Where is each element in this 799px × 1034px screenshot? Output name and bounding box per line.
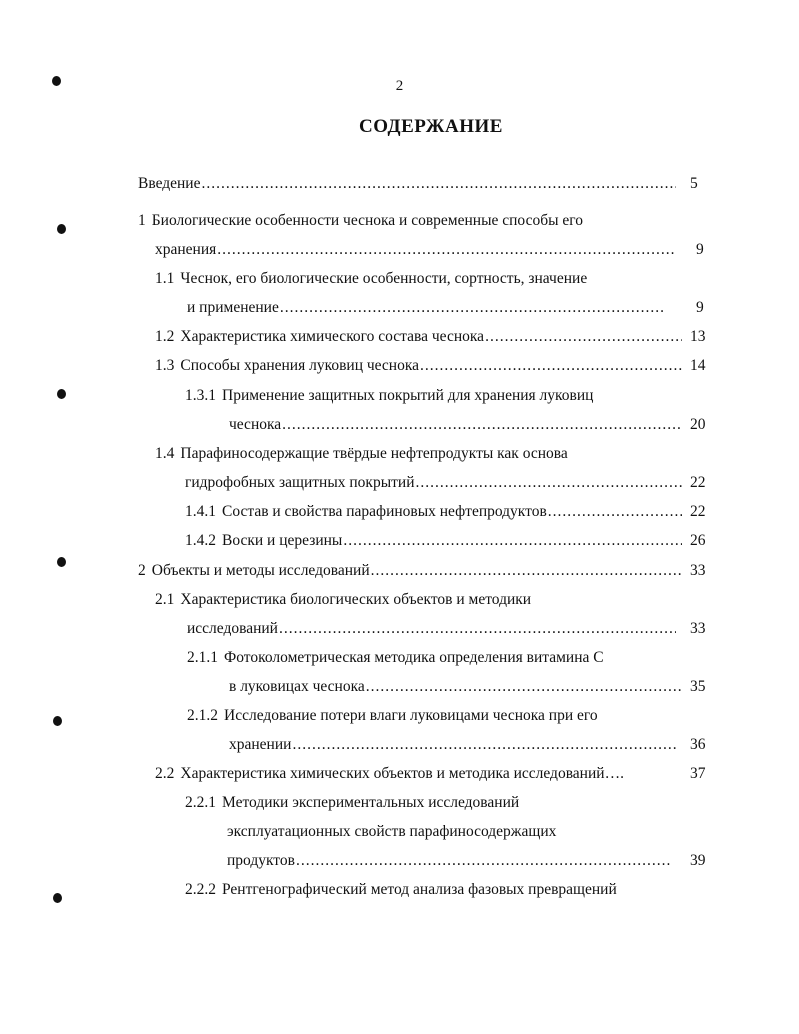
toc-title: продуктов: [227, 852, 295, 869]
punch-hole-mark: [52, 76, 61, 86]
toc-page: 33: [690, 620, 706, 637]
toc-line: [138, 561, 682, 581]
toc-title: Применение защитных покрытий для хранения луковиц: [222, 387, 594, 404]
toc-line: [187, 619, 676, 639]
toc-line: [229, 735, 676, 755]
toc-title: Рентгенографический метод анализа фазовых превращений: [222, 881, 617, 898]
toc-title: Чеснок, его биологические особенности, сортность, значение: [180, 270, 588, 287]
toc-leader: [282, 415, 682, 435]
toc-line: [227, 822, 556, 842]
toc-title: Состав и свойства парафиновых нефтепродуктов: [222, 503, 547, 520]
toc-number: 2.2: [155, 765, 175, 782]
toc-number: 1.4: [155, 445, 175, 462]
toc-leader: [217, 240, 676, 260]
punch-hole-mark: [57, 557, 66, 567]
toc-number: 2.2.1: [185, 794, 216, 811]
toc-title: хранении: [229, 736, 292, 753]
toc-line: [187, 298, 664, 318]
toc-page: 5: [690, 175, 698, 192]
toc-title: Способы хранения луковиц чеснока: [180, 357, 420, 374]
toc-page: 22: [690, 503, 706, 520]
punch-hole-mark: [53, 893, 62, 903]
toc-line: [155, 240, 676, 260]
toc-number: 2.1.1: [187, 649, 218, 666]
toc-line: [138, 174, 676, 194]
toc-number: 1.3: [155, 357, 175, 374]
toc-page: 9: [696, 299, 704, 316]
toc-title: чеснока: [229, 416, 282, 433]
toc-title: Фотоколометрическая методика определения витамина С: [224, 649, 604, 666]
punch-hole-mark: [57, 224, 66, 234]
toc-title: исследований: [187, 620, 278, 637]
toc-title: Методики экспериментальных исследований: [222, 794, 520, 811]
toc-number: 2.1.2: [187, 707, 218, 724]
toc-line: [185, 531, 682, 551]
toc-title: Воски и церезины: [222, 532, 343, 549]
toc-number: 2: [138, 562, 146, 579]
toc-page: 20: [690, 416, 706, 433]
toc-leader: [371, 561, 682, 581]
toc-leader: [366, 677, 682, 697]
toc-leader: [292, 735, 676, 755]
toc-title: хранения: [155, 241, 217, 258]
toc-title: Исследование потери влаги луковицами чеснока при его: [224, 707, 598, 724]
toc-page: 35: [690, 678, 706, 695]
toc-line: [155, 269, 587, 289]
toc-title: Объекты и методы исследований: [151, 562, 370, 579]
toc-number: 1.2: [155, 328, 175, 345]
toc-number: 1: [138, 212, 146, 229]
toc-line: [155, 327, 682, 347]
toc-line: [185, 502, 682, 522]
toc-title: Биологические особенности чеснока и современные способы его: [151, 212, 583, 229]
toc-leader: [296, 851, 672, 871]
toc-title: и применение: [187, 299, 279, 316]
toc-line: [155, 444, 568, 464]
toc-line: [185, 793, 519, 813]
toc-line: [155, 356, 682, 376]
toc-line: [187, 648, 604, 668]
toc-number: 2.2.2: [185, 881, 216, 898]
toc-title: эксплуатационных свойств парафиносодержащих: [227, 823, 557, 840]
toc-leader: [420, 356, 682, 376]
toc-title: Введение: [138, 175, 201, 192]
toc-title: Характеристика биологических объектов и методики: [180, 591, 532, 608]
toc-title: Характеристика химического состава чеснока: [180, 328, 485, 345]
toc-page: 14: [690, 357, 706, 374]
toc-leader: [416, 473, 683, 493]
toc-leader: [548, 502, 682, 522]
toc-page: 13: [690, 328, 706, 345]
toc-line: [229, 415, 682, 435]
toc-leader: [343, 531, 682, 551]
toc-leader: [485, 327, 682, 347]
toc-leader: [280, 298, 664, 318]
toc-number: 1.4.1: [185, 503, 216, 520]
toc-title: гидрофобных защитных покрытий: [185, 474, 415, 491]
toc-number: 1.1: [155, 270, 175, 287]
page-number: 2: [395, 78, 404, 94]
toc-line: [185, 473, 682, 493]
toc-number: 1.3.1: [185, 387, 216, 404]
toc-page: 33: [690, 562, 706, 579]
toc-title: Характеристика химических объектов и методика исследований….: [180, 765, 624, 782]
toc-leader: [279, 619, 676, 639]
punch-hole-mark: [57, 389, 66, 399]
toc-line: [155, 590, 531, 610]
page-title: СОДЕРЖАНИЕ: [359, 116, 503, 137]
toc-title: Парафиносодержащие твёрдые нефтепродукты как основа: [180, 445, 568, 462]
toc-number: 1.4.2: [185, 532, 216, 549]
toc-line: [187, 706, 598, 726]
toc-page: 26: [690, 532, 706, 549]
toc-page: 9: [696, 241, 704, 258]
toc-page: 22: [690, 474, 706, 491]
toc-page: 36: [690, 736, 706, 753]
toc-page: 39: [690, 852, 706, 869]
punch-hole-mark: [53, 716, 62, 726]
toc-line: [155, 764, 624, 784]
toc-line: [185, 386, 593, 406]
toc-title: в луковицах чеснока: [229, 678, 365, 695]
toc-line: [185, 880, 617, 900]
toc-line: [227, 851, 672, 871]
toc-line: [229, 677, 682, 697]
toc-page: 37: [690, 765, 706, 782]
toc-line: [138, 211, 583, 231]
toc-number: 2.1: [155, 591, 175, 608]
toc-leader: [201, 174, 676, 194]
